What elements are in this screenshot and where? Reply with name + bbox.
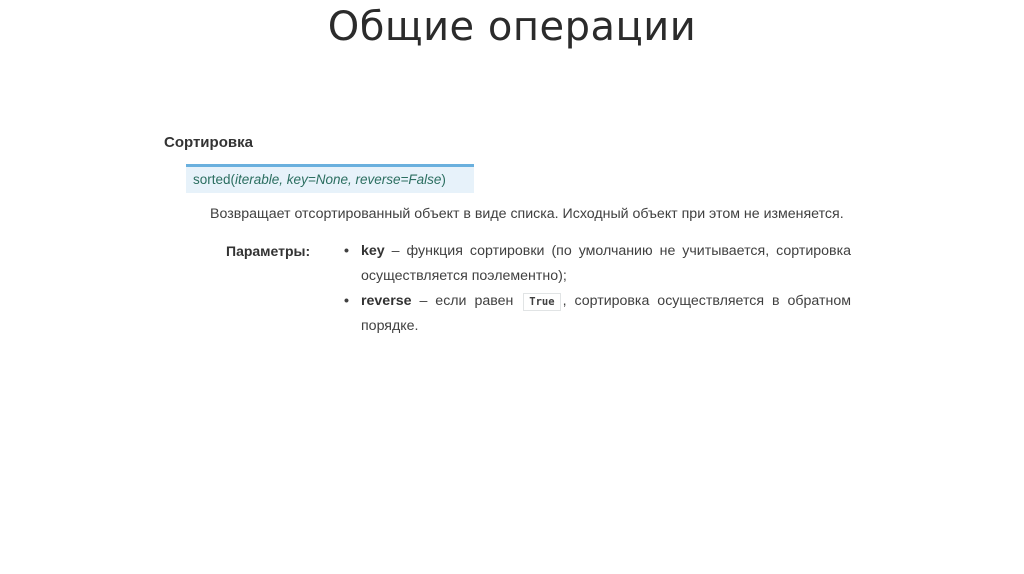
bullet-icon: • bbox=[344, 293, 349, 309]
inline-code-true: True bbox=[523, 293, 560, 311]
signature-close-paren: ) bbox=[441, 172, 446, 187]
parameter-name: reverse bbox=[361, 293, 412, 309]
function-signature bbox=[186, 164, 474, 193]
parameter-description-start: – если равен bbox=[411, 293, 522, 309]
function-description: Возвращает отсортированный объект в виде списка. Исходный объект при этом не изменяется. bbox=[210, 206, 844, 222]
parameters-list bbox=[341, 239, 851, 339]
parameter-name: key bbox=[361, 243, 385, 259]
signature-params: iterable, key=None, reverse=False bbox=[235, 172, 442, 187]
signature-open-paren: ( bbox=[230, 172, 236, 187]
section-heading: Сортировка bbox=[164, 134, 253, 151]
parameters-label: Параметры: bbox=[226, 243, 311, 259]
parameter-item-reverse bbox=[341, 289, 851, 339]
slide-title: Общие операции bbox=[327, 4, 697, 50]
signature-function-name: sorted bbox=[193, 172, 231, 187]
parameter-item-key bbox=[341, 239, 851, 289]
bullet-icon: • bbox=[344, 243, 349, 259]
parameter-description-end: , сортировка осуществляется в обратном порядке. bbox=[361, 293, 851, 334]
doc-section bbox=[162, 134, 862, 339]
parameter-description: – функция сортировки (по умолчанию не учитывается, сортировка осуществляется поэлементно); bbox=[361, 243, 851, 284]
parameters-block bbox=[226, 239, 862, 339]
